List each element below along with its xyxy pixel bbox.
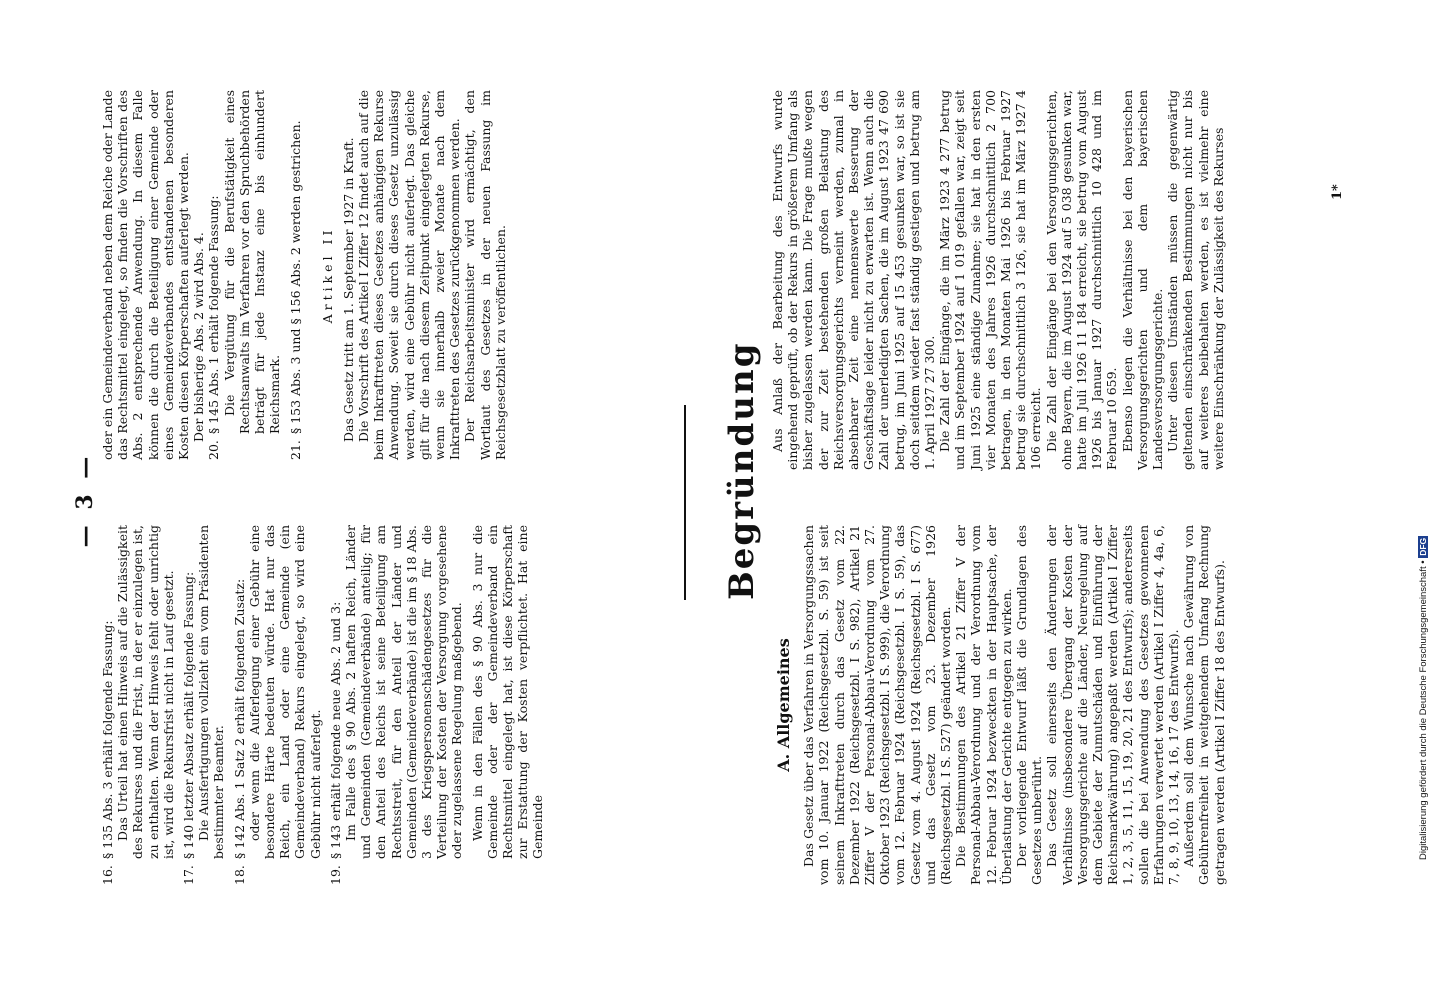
body-paragraph: Unter diesen Umständen müssen die gegenwärtig geltenden einschränkenden Bestimmungen nicht nur bis auf weiteres beibehalten werden, es ist vielmehr eine weitere Einschränkung der Zulässigkeit des Rekurses <box>1165 90 1226 470</box>
item-number: 21. <box>288 440 304 460</box>
item-text <box>100 525 176 859</box>
left-column-top <box>100 525 546 885</box>
paragraph-item <box>288 90 303 460</box>
item-text <box>470 525 546 859</box>
side-credit-text: Digitalisierung gefördert durch die Deutsche Forschungsgemeinschaft • <box>1418 560 1429 860</box>
item-head: § 140 letzter Absatz erhält folgende Fassung: <box>181 571 197 859</box>
item-body: Die Vergütung für die Berufstätigkeit eines Rechtsanwalts im Verfahren vor den Spruchbehörden beträgt für jede Instanz eine bis einhundert Reichsmark. <box>221 90 283 434</box>
item-text <box>328 525 465 859</box>
item-head: § 142 Abs. 1 Satz 2 erhält folgenden Zusatz: <box>231 578 247 859</box>
item-body: Die Ausfertigungen vollzieht ein vom Präsidenten bestimmter Beamter. <box>196 525 227 859</box>
item-body: Wenn in den Fällen des § 90 Abs. 3 nur die Gemeinde oder der Gemeindeverband ein Rechtsmittel eingelegt hat, ist diese Körperschaft zur Erstattung der Kosten verpflichtet. Hat eine Gemeinde <box>469 525 546 859</box>
item-body: Das Urteil hat einen Hinweis auf die Zulässigkeit des Rekurses und die Frist, in der er einzulegen ist, zu enthalten. Wenn der Hinweis fehlt oder unrichtig ist, wird die Rekursfrist nicht in Lauf gesetzt. <box>115 525 176 859</box>
item-text <box>206 90 282 434</box>
item-number: 18. <box>231 865 247 885</box>
item-number: 20. <box>206 440 222 460</box>
paragraph-item <box>232 525 323 885</box>
paragraph-item <box>328 525 465 885</box>
item-text <box>288 90 303 434</box>
article-title: Artikel II <box>319 226 335 324</box>
article-paragraph: Der Reichsarbeitsminister wird ermächtigt, den Wortlaut des Gesetzes in der neuen Fassung im Reichsgesetzblatt zu veröffentlichen. <box>462 90 508 460</box>
item-number: 19. <box>327 865 343 885</box>
article-paragraph: Das Gesetz tritt am 1. September 1927 in Kraft. <box>340 137 356 442</box>
body-paragraph: Ebenso liegen die Verhältnisse bei den bayerischen Versorgungsgerichten und dem bayerischen Landesversorgungsgerichte. <box>1119 90 1166 470</box>
item-body: Im Falle des § 90 Abs. 2 haften Reich, Länder und Gemeinden (Gemeindeverbände) anteilig; für den Anteil des Reichs ist seine Beteiligung am Rechtsstreit, für den Anteil der Länder und Gemeinden (Gemeindeverbände) ist die im § 18 Abs. 3 des Kriegspersonenschädengesetzes für die Verteilung der Kosten der Versorgung vorgesehene oder zugelassene Regelung maßgebend. <box>343 525 465 859</box>
item-head: § 153 Abs. 3 und § 156 Abs. 2 werden gestrichen. <box>288 120 304 434</box>
body-paragraph: Aus Anlaß der Bearbeitung des Entwurfs wurde eingehend geprüft, ob der Rekurs in größerem Umfang als bisher zugelassen werden kann. Die Frage mußte wegen der zur Zeit bestehenden großen Belastung des Reichsversorgungsgerichts verneint werden, zumal in absehbarer Zeit eine nennenswerte Besserung der Geschäftslage leider nicht zu erwarten ist. Wenn auch die Zahl der unerledigten Sachen, die im August 1923 47 690 betrug, im Juni 1925 auf 15 453 gesunken war, so ist sie doch seitdem wieder fast ständig gestiegen und betrug am 1. April 1927 27 300. <box>770 90 938 470</box>
body-paragraph: Außerdem soll dem Wunsche nach Gewährung von Gebührenfreiheit in weitgehendem Umfang Rechnung getragen werden (Artikel I Ziffer 18 des Entwurfs). <box>1181 525 1227 885</box>
article-paragraph: Die Vorschrift des Artikel I Ziffer 12 findet auch auf die beim Inkrafttreten dieses Gesetzes anhängigen Rekurse Anwendung. Soweit sie durch dieses Gesetz unzulässig werden, wird eine Gebühr nicht auferlegt. Das gleiche gilt für die nach diesem Zeitpunkt eingelegten Rekurse, wenn sie innerhalb zweier Monate nach dem Inkrafttreten des Gesetzes zurückgenommen werden. <box>356 90 463 460</box>
item-head: § 143 erhält folgende neue Abs. 2 und 3: <box>327 601 343 859</box>
paragraph-note: Der bisherige Abs. 2 wird Abs. 4. <box>191 232 207 442</box>
item-number <box>470 859 546 885</box>
item-number: 16. <box>100 865 115 885</box>
body-paragraph: Das Gesetz über das Verfahren in Versorgungssachen vom 10. Januar 1922 (Reichsgesetzbl. S. 59) ist seit seinem Inkrafttreten durch das Gesetz vom 22. Dezember 1922 (Reichsgesetzbl. I S. 982), Artikel 21 Ziffer V der Personal-Abbau-Verordnung vom 27. Oktober 1923 (Reichsgesetzbl. I S. 999), die Verordnung vom 12. Februar 1924 (Reichsgesetzbl. I S. 59), das Gesetz vom 4. August 1924 (Reichsgesetzbl. I S. 677) und das Gesetz vom 23. Dezember 1926 (Reichsgesetzbl. I S. 527) geändert worden. <box>801 525 954 885</box>
paragraph-item <box>100 525 176 885</box>
item-head: § 145 Abs. 1 erhält folgende Fassung: <box>206 195 222 434</box>
body-paragraph: Die Zahl der Eingänge bei den Versorgungsgerichten, ohne Bayern, die im August 1924 auf 5 038 gesunken war, hatte im Juli 1926 11 184 erreicht, sie betrug vom August 1926 bis Januar 1927 durchschnittlich 10 428 und im Februar 10 659. <box>1043 90 1120 470</box>
section-heading: A. Allgemeines <box>774 638 793 772</box>
dfg-logo: DFG <box>1418 537 1428 556</box>
body-paragraph: Die Zahl der Eingänge, die im März 1923 4 277 betrug und im September 1924 auf 1 019 gefallen war, zeigt seit Juni 1925 eine ständige Zunahme; sie hat in den ersten vier Monaten des Jahres 1926 durchschnittlich 2 700 betragen, in den Monaten Mai 1926 bis Februar 1927 betrug sie durchschnittlich 3 126, sie hat im März 1927 4 106 erreicht. <box>937 90 1044 470</box>
body-paragraph: Das Gesetz soll einerseits den Änderungen der Verhältnisse (insbesondere Übergang der Kosten der Versorgungsgerichte auf die Länder, Neuregelung auf dem Gebiete der Zumutschäden und Einführung der Reichsmarkwährung) angepaßt werden (Artikel I Ziffer 1, 2, 3, 5, 11, 15, 19, 20, 21 des Entwurfs); andererseits sollen die bei Anwendung des Gesetzes gewonnenen Erfahrungen verwertet werden (Artikel I Ziffer 4, 4a, 6, 7, 8, 9, 10, 13, 14, 16, 17 des Entwurfs). <box>1044 525 1182 885</box>
body-paragraph: Die Bestimmungen des Artikel 21 Ziffer V der Personal-Abbau-Verordnung und der Verordnung vom 12. Februar 1924 bezweckten in der Hauptsache, der Überlastung der Gerichte entgegen zu wirken. <box>953 525 1014 885</box>
item-number: 17. <box>181 865 197 885</box>
right-column-bottom <box>770 90 1330 470</box>
item-head: § 135 Abs. 3 erhält folgende Fassung: <box>100 620 115 859</box>
item-text <box>232 525 323 859</box>
item-body: oder wenn die Auferlegung einer Gebühr eine besondere Härte bedeuten würde. Hat nur das Reich, ein Land oder eine Gemeinde (ein Gemeindeverband) Rekurs eingelegt, so wird eine Gebühr nicht auferlegt. <box>246 525 323 859</box>
footer-mark: 1* <box>1330 184 1345 200</box>
side-credit <box>1418 536 1429 860</box>
continuation-text: oder ein Gemeindeverband neben dem Reiche oder Lande das Rechtsmittel eingelegt, so finden die Vorschriften des Abs. 2 entsprechende Anwendung. In diesem Falle können die durch die Beteiligung einer Gemeinde oder eines Gemeindeverbandes entstandenen besonderen Kosten diesen Körperschaften auferlegt werden. <box>100 90 192 460</box>
paragraph-item <box>206 90 282 460</box>
right-column-top <box>100 90 660 460</box>
paragraph-item <box>181 525 227 885</box>
page-number: — 3 — <box>72 452 98 548</box>
begruendung-title: Begründung <box>722 341 762 600</box>
item-text <box>181 525 227 859</box>
paragraph-item <box>470 525 546 885</box>
body-paragraph: Der vorliegende Entwurf läßt die Grundlagen des Gesetzes unberührt. <box>1014 525 1045 885</box>
section-rule <box>684 405 686 600</box>
left-column-bottom <box>770 525 1330 885</box>
